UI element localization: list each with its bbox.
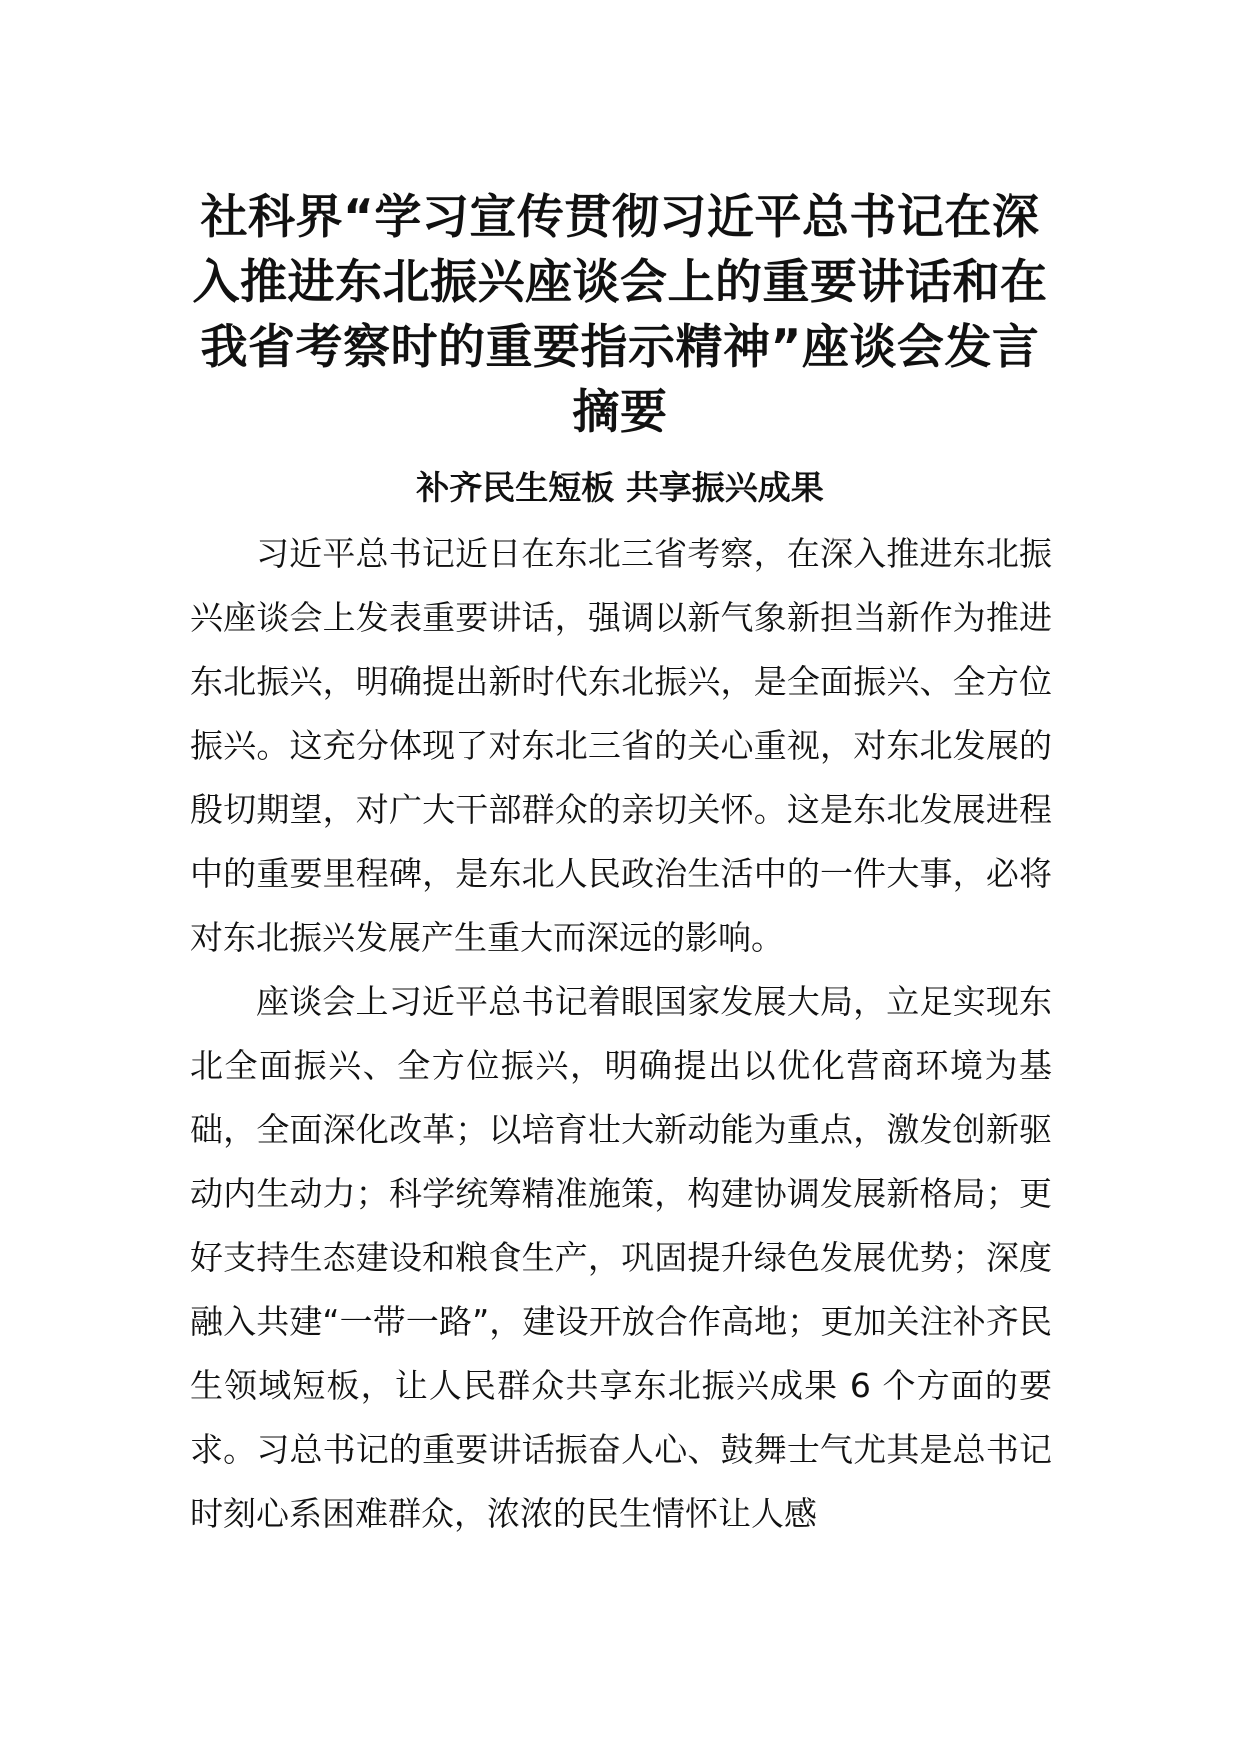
document-title: 社科界“学习宣传贯彻习近平总书记在深入推进东北振兴座谈会上的重要讲话和在我省考察时的重要指示精神”座谈会发言摘要 [192, 190, 1048, 440]
document-subtitle: 补齐民生短板 共享振兴成果 [416, 468, 824, 507]
body-paragraph: 习近平总书记近日在东北三省考察，在深入推进东北振兴座谈会上发表重要讲话，强调以新气象新担当新作为推进东北振兴，明确提出新时代东北振兴，是全面振兴、全方位振兴。这充分体现了对东北三省的关心重视，对东北发展的殷切期望，对广大干部群众的亲切关怀。这是东北发展进程中的重要里程碑，是东北人民政治生活中的一件大事，必将对东北振兴发展产生重大而深远的影响。 [190, 534, 1052, 957]
document-body [190, 522, 1052, 1546]
body-paragraph: 座谈会上习近平总书记着眼国家发展大局，立足实现东北全面振兴、全方位振兴，明确提出以优化营商环境为基础，全面深化改革；以培育壮大新动能为重点，激发创新驱动内生动力；科学统筹精准施策，构建协调发展新格局；更好支持生态建设和粮食生产，巩固提升绿色发展优势；深度融入共建“一带一路”，建设开放合作高地；更加关注补齐民生领域短板，让人民群众共享东北振兴成果 6 个方面的要求。习总书记的重要讲话振奋人心、鼓舞士气尤其是总书记时刻心系困难群众，浓浓的民生情怀让人感 [190, 982, 1052, 1533]
